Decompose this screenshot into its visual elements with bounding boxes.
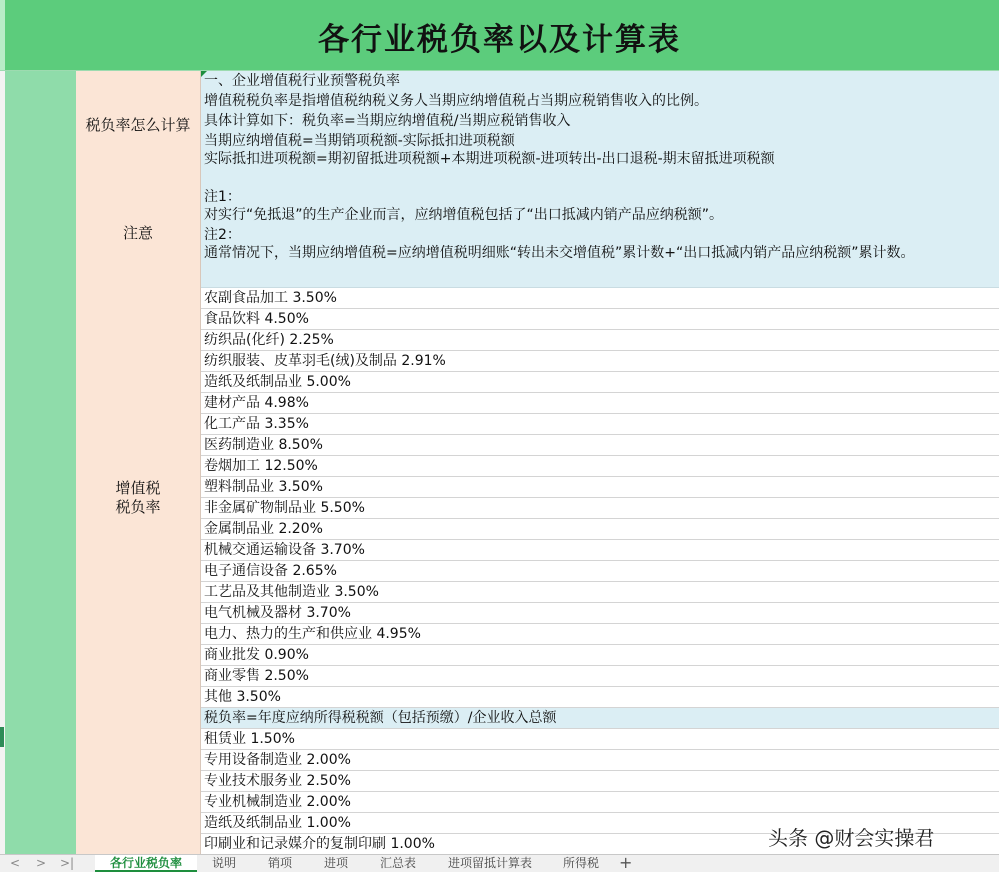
vat-rate-row[interactable] (201, 687, 999, 708)
calc-note-cell[interactable] (201, 71, 999, 288)
label-vat-rate[interactable] (76, 479, 200, 517)
vat-rate-text: 卷烟加工 12.50% (204, 458, 318, 474)
income-rate-text: 专业技术服务业 2.50% (204, 773, 351, 789)
label-how-to-calc[interactable]: 税负率怎么计算 (85, 116, 191, 134)
vat-rate-text: 纺织服装、皮革羽毛(绒)及制品 2.91% (204, 353, 446, 369)
vat-rate-row[interactable] (201, 519, 999, 540)
vat-rate-text: 医药制造业 8.50% (204, 437, 323, 453)
vat-rate-text: 机械交通运输设备 3.70% (204, 542, 365, 558)
income-rate-row[interactable] (201, 792, 999, 813)
note-line: 注2： (204, 227, 241, 243)
vat-rate-row[interactable] (201, 330, 999, 351)
sheet-title: 各行业税负率以及计算表 (318, 22, 681, 58)
income-rate-text: 印刷业和记录媒介的复制印刷 1.00% (204, 836, 435, 852)
vat-rate-row[interactable] (201, 603, 999, 624)
vat-rate-row[interactable] (201, 288, 999, 309)
vat-rate-text: 工艺品及其他制造业 3.50% (204, 584, 379, 600)
calc-line: 一、企业增值税行业预警税负率 (204, 73, 400, 89)
vat-rate-text: 纺织品(化纤) 2.25% (204, 332, 334, 348)
vat-rate-row[interactable] (201, 645, 999, 666)
tab-input[interactable]: 进项 (323, 856, 348, 870)
income-rate-text: 租赁业 1.50% (204, 731, 295, 747)
green-column[interactable] (5, 71, 76, 854)
vat-rate-row[interactable] (201, 393, 999, 414)
vat-rate-text: 商业零售 2.50% (204, 668, 309, 684)
vat-rate-row[interactable] (201, 456, 999, 477)
label-note[interactable]: 注意 (122, 224, 153, 242)
vat-rate-row[interactable] (201, 666, 999, 687)
vat-rate-row[interactable] (201, 561, 999, 582)
vat-rate-row[interactable] (201, 498, 999, 519)
tab-input-credit[interactable]: 进项留抵计算表 (447, 856, 532, 870)
vat-rate-row[interactable] (201, 351, 999, 372)
nav-next-icon[interactable]: > (35, 856, 47, 870)
vat-rate-row[interactable] (201, 477, 999, 498)
title-band (0, 0, 999, 71)
tab-income-tax[interactable]: 所得税 (562, 856, 599, 870)
vat-rate-row[interactable] (201, 414, 999, 435)
income-rate-row[interactable] (201, 729, 999, 750)
sheet-tab-bar (0, 854, 999, 872)
vat-rate-text: 食品饮料 4.50% (204, 311, 309, 327)
note-line: 对实行“免抵退”的生产企业而言，应纳增值税包括了“出口抵减内销产品应纳税额”。 (204, 207, 724, 223)
vat-rate-text: 其他 3.50% (204, 689, 281, 705)
vat-rate-text: 化工产品 3.35% (204, 416, 309, 432)
calc-line: 当期应纳增值税=当期销项税额-实际抵扣进项税额 (204, 133, 515, 149)
income-rate-row[interactable] (201, 771, 999, 792)
vat-rate-text: 金属制品业 2.20% (204, 521, 323, 537)
vat-rate-text: 电气机械及器材 3.70% (204, 605, 351, 621)
vat-rate-row[interactable] (201, 435, 999, 456)
vat-rate-text: 电子通信设备 2.65% (204, 563, 337, 579)
income-rate-row[interactable] (201, 750, 999, 771)
tab-vat-rates[interactable]: 各行业税负率 (95, 855, 197, 872)
vat-rate-row[interactable] (201, 309, 999, 330)
calc-line: 具体计算如下：税负率=当期应纳增值税/当期应税销售收入 (204, 113, 571, 129)
tab-summary[interactable]: 汇总表 (379, 856, 416, 870)
add-sheet-icon[interactable]: + (619, 853, 633, 872)
nav-last-icon[interactable]: >| (59, 856, 75, 870)
income-rate-text: 造纸及纸制品业 1.00% (204, 815, 351, 831)
note-line: 注1： (204, 189, 241, 205)
vat-rate-text: 非金属矿物制品业 5.50% (204, 500, 365, 516)
vat-rate-row[interactable] (201, 624, 999, 645)
calc-line: 增值税税负率是指增值税纳税义务人当期应纳增值税占当期应税销售收入的比例。 (204, 93, 708, 109)
label-vat-rate-line2: 税负率 (115, 498, 161, 516)
vat-rate-row[interactable] (201, 582, 999, 603)
note-line: 通常情况下，当期应纳增值税=应纳增值税明细账“转出未交增值税”累计数+“出口抵减内销产品应纳税额”累计数。 (204, 245, 915, 261)
income-tax-header-row[interactable] (201, 708, 999, 729)
tab-explanation[interactable]: 说明 (211, 856, 236, 870)
sheet-content (201, 71, 999, 854)
nav-prev-icon[interactable]: < (9, 856, 21, 870)
vat-rate-text: 造纸及纸制品业 5.00% (204, 374, 351, 390)
vat-rate-text: 商业批发 0.90% (204, 647, 309, 663)
vat-rate-row[interactable] (201, 372, 999, 393)
income-rate-text: 专业机械制造业 2.00% (204, 794, 351, 810)
vat-rate-row[interactable] (201, 540, 999, 561)
tab-output[interactable]: 销项 (267, 856, 292, 870)
vat-rate-text: 电力、热力的生产和供应业 4.95% (204, 626, 421, 642)
label-vat-rate-line1: 增值税 (115, 479, 161, 497)
vat-rate-text: 建材产品 4.98% (204, 395, 309, 411)
label-column[interactable] (76, 71, 201, 854)
income-tax-header-text: 税负率=年度应纳所得税税额（包括预缴）/企业收入总额 (204, 710, 557, 726)
income-rate-text: 专用设备制造业 2.00% (204, 752, 351, 768)
watermark: 头条 @财会实操君 (768, 826, 935, 850)
vat-rate-text: 塑料制品业 3.50% (204, 479, 323, 495)
calc-line: 实际抵扣进项税额=期初留抵进项税额+本期进项税额-进项转出-出口退税-期末留抵进项税额 (204, 151, 775, 167)
vat-rate-text: 农副食品加工 3.50% (204, 290, 337, 306)
selected-row-marker (0, 727, 4, 747)
